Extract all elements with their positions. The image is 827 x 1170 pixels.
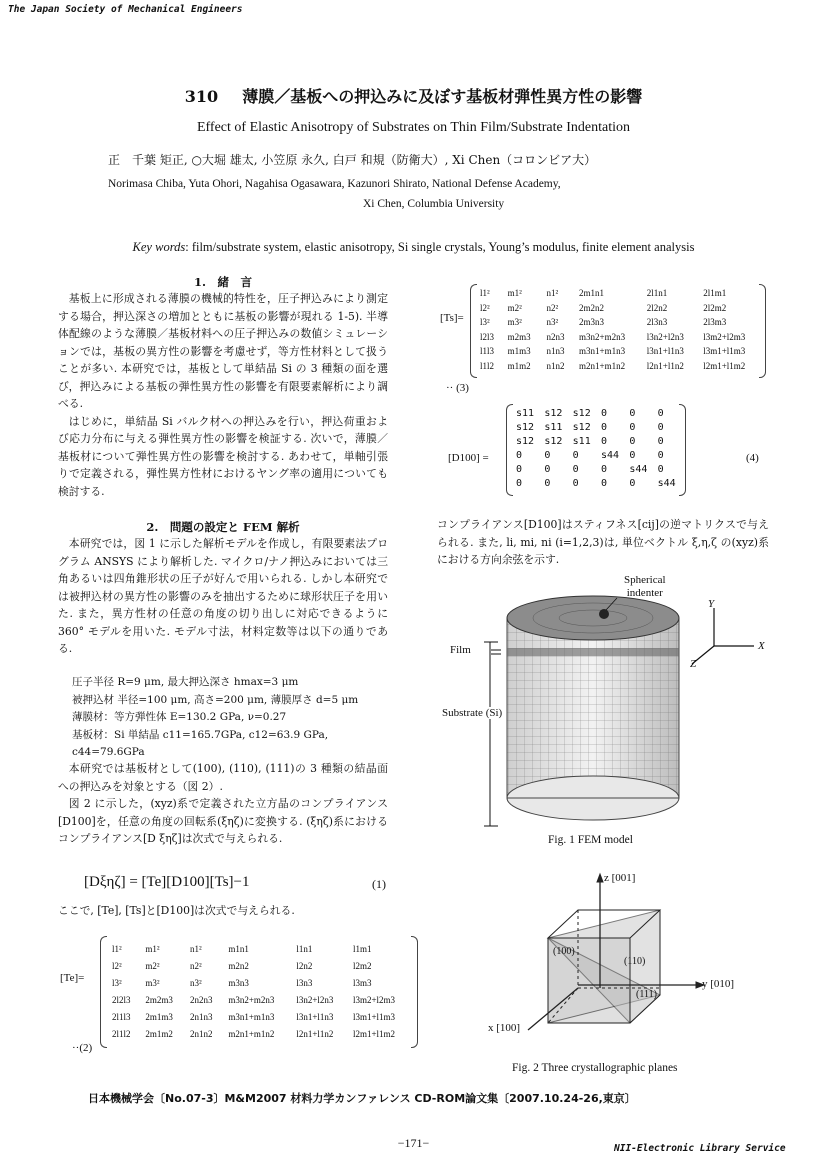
matrix-cell: l1²	[480, 288, 490, 299]
matrix-cell: m3n3	[228, 977, 249, 988]
matrix-cell: l3n2+l2n3	[296, 994, 334, 1005]
matrix-cell: 2m3n3	[579, 317, 605, 328]
matrix-cell: 0	[657, 407, 664, 419]
matrix-cell: 0	[544, 449, 551, 461]
matrix-cell: 2l2l3	[112, 994, 131, 1005]
matrix-cell: 2n1n3	[189, 1011, 213, 1022]
matrix-cell: 0	[600, 477, 608, 489]
film-label: Film	[450, 644, 471, 656]
matrix-cell: l3m2+l2m3	[352, 994, 396, 1005]
authors-en-line2: Xi Chen, Columbia University	[363, 198, 505, 210]
matrix-cell: l3²	[112, 977, 122, 988]
matrix-cell: m1m2	[507, 360, 531, 371]
matrix-cell: 0	[657, 421, 664, 433]
section2-para4: ここで, [Te], [Ts]と[D100]は次式で与えられる.	[58, 904, 295, 917]
matrix-cell: m3n1+m1n3	[579, 346, 626, 357]
paper-number: 310	[184, 87, 219, 106]
matrix-cell: l3m2+l2m3	[703, 331, 746, 342]
spec-line: 被押込材 半径=100 μm, 高さ=200 μm, 薄膜厚さ d=5 μm	[72, 693, 359, 706]
spec-line: 薄膜材：等方弾性体 E=130.2 GPa, ν=0.27	[72, 711, 287, 723]
matrix-cell: m2n1+m1n2	[579, 360, 626, 371]
matrix-row	[108, 957, 412, 974]
matrix-cell: 0	[657, 463, 664, 475]
matrix-cell: 0	[544, 463, 551, 475]
matrix-cell: 0	[629, 477, 636, 489]
matrix-bracket-left	[100, 936, 107, 1048]
plane-100-label: (100)	[553, 946, 575, 957]
matrix-row	[476, 315, 762, 330]
matrix-cell: n1²	[546, 288, 559, 299]
d100-matrix-number: (4)	[746, 452, 759, 464]
matrix-cell: l1n1	[296, 943, 313, 954]
compliance-paragraph	[437, 516, 769, 569]
matrix-cell: 2l3n3	[646, 317, 668, 328]
matrix-cell: m1n1	[228, 943, 249, 954]
matrix-row	[512, 420, 682, 434]
matrix-cell: l2m2	[352, 960, 372, 971]
matrix-cell: 0	[629, 407, 636, 419]
matrix-cell: 2l3m3	[703, 317, 727, 328]
page-number: −171−	[397, 1136, 430, 1150]
te-matrix	[100, 936, 418, 1048]
axis-z-label: Z	[690, 658, 697, 670]
section2-para1: 本研究では，図 1 に示した解析モデルを作成し，有限要素法プログラム ANSYS により解析した. マイクロ/ナノ押込みにおいては三角あるいは四角錐形状の圧子が好んで用いられる. しかし本研究では被押込材の異方性の影響のみを抽出するために球形状圧子を用いた. また，異方性材の任意の角度の切り出しに対応できるように 360° モデルを用いた. モデル寸法，材料定数等は以下の通りである.	[58, 537, 388, 655]
matrix-cell: m3²	[507, 317, 522, 328]
matrix-cell: m2²	[145, 960, 160, 971]
matrix-row	[476, 330, 762, 345]
section2-para3: 図 2 に示した，(xyz)系で定義された立方晶のコンプライアンス[D100]を，任意の角度の回転系(ξηζ)に変換する. (ξηζ)系におけるコンプライアンス[D ξηζ]は次式で与えられる.	[58, 797, 388, 845]
matrix-row	[476, 344, 762, 359]
section1-para1: 基板上に形成される薄膜の機械的特性を，圧子押込みにより測定する場合，押込深さの増加とともに基板の影響が現れる 1-5). 半導体配線のような薄膜／基板材料への圧子押込みの数値シミュレーションでは，基板の異方性の影響を考慮せず，等方性材料として扱うことが多い. 本研究では，基板として単結晶 Si の 3 種類の面を選び，押込みによる基板の弾性異方性の影響を有限要素解析により調べる.	[58, 292, 388, 410]
matrix-cell: 2l1m1	[703, 288, 727, 299]
matrix-cell: l1m1	[352, 943, 372, 954]
matrix-row	[108, 1025, 412, 1042]
society-header: The Japan Society of Mechanical Engineers	[8, 4, 243, 15]
d100-matrix-table	[512, 406, 682, 490]
d100-matrix	[506, 404, 686, 496]
indenter-label-line1: Spherical	[624, 574, 666, 586]
ts-matrix-number: ·· (3)	[446, 382, 469, 394]
matrix-cell: s12	[544, 435, 563, 447]
authors-jp: 正 千葉 矩正, ○大堀 雄太, 小笠原 永久, 白戸 和規（防衛大）, Xi Chen（コロンビア大）	[108, 153, 597, 167]
matrix-cell: s12	[516, 421, 535, 433]
matrix-cell: n1²	[189, 943, 202, 954]
ts-matrix	[470, 284, 766, 378]
fig1-caption: Fig. 1 FEM model	[548, 834, 633, 846]
matrix-row	[108, 991, 412, 1008]
matrix-cell: l3n1+l1n3	[296, 1011, 334, 1022]
section1-body	[58, 290, 388, 500]
matrix-cell: 0	[600, 407, 608, 419]
section2-body-3	[58, 902, 388, 920]
axis-x-label: X	[758, 640, 765, 652]
matrix-cell: m2m3	[507, 331, 531, 342]
matrix-cell: l1l2	[480, 360, 495, 371]
matrix-cell: s11	[572, 435, 591, 447]
matrix-row	[512, 462, 682, 476]
equation-1-number: (1)	[372, 877, 386, 891]
matrix-cell: 0	[516, 477, 523, 489]
paper-title-jp	[0, 84, 827, 107]
matrix-cell: n3²	[546, 317, 559, 328]
matrix-row	[512, 434, 682, 448]
matrix-cell: s11	[544, 421, 563, 433]
indenter-label	[624, 574, 666, 600]
matrix-cell: s12	[572, 421, 591, 433]
matrix-cell: m3²	[145, 977, 160, 988]
matrix-cell: l2m1+l1m2	[703, 360, 746, 371]
matrix-cell: 0	[516, 463, 523, 475]
matrix-cell: 0	[544, 477, 551, 489]
matrix-cell: m1m3	[507, 346, 531, 357]
matrix-cell: 2m1m2	[145, 1028, 173, 1039]
matrix-cell: 2l2m2	[703, 302, 727, 313]
matrix-cell: l1l3	[480, 346, 495, 357]
matrix-cell: l2m1+l1m2	[352, 1028, 396, 1039]
matrix-cell: 2m2n2	[579, 302, 605, 313]
spherical-indenter-icon	[599, 609, 609, 619]
matrix-cell: l3²	[480, 317, 490, 328]
matrix-cell: l2l3	[480, 331, 495, 342]
section1-para2: はじめに，単結晶 Si バルク材への押込みを行い，押込荷重および応力分布に与える弾性異方性の影響を検証する. 次いで，薄膜／基板材について弾性異方性の影響を検討する. あわせて，単軸引張りで定義される，弾性異方性材におけるヤング率の適用についても検討する.	[58, 414, 388, 498]
matrix-cell: 2l1l3	[112, 1011, 131, 1022]
compliance-text: コンプライアンス[D100]はスティフネス[cij]の逆マトリクスで与えられる. また, li, mi, ni (i=1,2,3)は, 単位ベクトル ξ,η,ζ の(xyz)系における方向余弦を示す.	[437, 518, 769, 566]
matrix-cell: 2m1n1	[579, 288, 605, 299]
fig1-fem-model	[436, 568, 776, 828]
fig2-caption: Fig. 2 Three crystallographic planes	[512, 1062, 678, 1074]
section1-heading: 1. 緒 言	[193, 275, 252, 289]
substrate-label: Substrate (Si)	[442, 707, 503, 719]
matrix-cell: m3n1+m1n3	[228, 1011, 275, 1022]
matrix-cell: s44	[629, 463, 648, 475]
matrix-cell: 0	[657, 435, 664, 447]
matrix-bracket-right	[411, 936, 418, 1048]
matrix-cell: s44	[657, 477, 676, 489]
matrix-cell: 2n1n2	[189, 1028, 213, 1039]
matrix-cell: n2²	[189, 960, 202, 971]
matrix-cell: n1n3	[546, 346, 565, 357]
matrix-cell: 2n2n3	[189, 994, 213, 1005]
matrix-cell: 0	[572, 477, 579, 489]
conference-footer: 日本機械学会〔No.07-3〕M&M2007 材料力学カンファレンス CD-ROM論文集〔2007.10.24-26,東京〕	[88, 1092, 636, 1105]
te-matrix-label: [Te]=	[60, 972, 85, 984]
title-text-jp: 薄膜／基板への押込みに及ぼす基板材弾性異方性の影響	[242, 87, 643, 106]
matrix-cell: 0	[657, 449, 664, 461]
equation-1: [Dξηζ] = [Te][D100][Ts]−1	[84, 874, 250, 890]
matrix-row	[512, 448, 682, 462]
matrix-cell: l2²	[112, 960, 122, 971]
matrix-cell: n3²	[189, 977, 202, 988]
matrix-row	[512, 406, 682, 420]
axes-icon	[692, 608, 754, 664]
matrix-cell: l3m1+l1m3	[352, 1011, 396, 1022]
matrix-cell: 0	[600, 435, 608, 447]
library-footer: NII-Electronic Library Service	[614, 1143, 786, 1154]
matrix-cell: 0	[629, 449, 636, 461]
matrix-cell: 0	[572, 463, 579, 475]
matrix-cell: m3n2+m2n3	[579, 331, 626, 342]
y-axis-label: y [010]	[702, 978, 735, 990]
matrix-row	[108, 974, 412, 991]
matrix-cell: m1²	[145, 943, 160, 954]
matrix-cell: m2²	[507, 302, 522, 313]
matrix-row	[108, 1008, 412, 1025]
keywords-text: : film/substrate system, elastic anisotropy, Si single crystals, Young’s modulus, finite element analysis	[185, 240, 695, 254]
matrix-cell: 0	[572, 449, 579, 461]
matrix-cell: n1n2	[546, 360, 565, 371]
indenter-label-line2: indenter	[626, 587, 663, 599]
matrix-cell: s12	[516, 435, 535, 447]
matrix-cell: 0	[516, 449, 523, 461]
matrix-cell: m1²	[507, 288, 522, 299]
matrix-cell: 2l1l2	[112, 1028, 131, 1039]
matrix-cell: l3n1+l1n3	[646, 346, 684, 357]
matrix-row	[512, 476, 682, 490]
matrix-cell: l3m3	[352, 977, 372, 988]
matrix-cell: 2m1m3	[145, 1011, 173, 1022]
matrix-row	[476, 301, 762, 316]
matrix-cell: 2l2n2	[646, 302, 668, 313]
keywords	[0, 240, 827, 255]
cylinder-mesh	[507, 596, 679, 820]
x-axis-label: x [100]	[488, 1022, 521, 1034]
matrix-cell: l2n1+l1n2	[646, 360, 684, 371]
fig2-crystal-planes	[480, 868, 760, 1048]
matrix-cell: l3n3	[296, 977, 313, 988]
section2-heading: 2. 問題の設定と FEM 解析	[146, 520, 300, 534]
keywords-label: Key words	[132, 240, 186, 254]
matrix-cell: l2n1+l1n2	[296, 1028, 334, 1039]
d100-matrix-label: [D100] =	[448, 452, 489, 464]
matrix-cell: s12	[572, 407, 591, 419]
matrix-cell: n2n3	[546, 331, 565, 342]
z-axis-label: z [001]	[604, 872, 636, 884]
spec-line: 圧子半径 R=9 μm, 最大押込深さ hmax=3 μm	[72, 676, 299, 688]
plane-110-label: (110)	[624, 956, 646, 967]
section2-body	[58, 535, 388, 658]
section2-para2: 本研究では基板材として(100), (110), (111)の 3 種類の結晶面への押込みを対象とする（図 2）.	[58, 762, 388, 793]
matrix-cell: l1²	[112, 943, 122, 954]
ts-matrix-label: [Ts]=	[440, 312, 464, 324]
spec-line: 基板材：Si 単結晶 c11=165.7GPa, c12=63.9 GPa, c44=79.6GPa	[72, 728, 329, 758]
matrix-cell: m3n2+m2n3	[228, 994, 275, 1005]
matrix-cell: l2²	[480, 302, 490, 313]
section2-body-2	[58, 760, 388, 848]
te-matrix-table	[108, 940, 412, 1042]
matrix-cell: 0	[629, 421, 636, 433]
matrix-cell: 0	[629, 435, 636, 447]
matrix-cell: 0	[600, 463, 608, 475]
ts-matrix-table	[476, 286, 762, 373]
matrix-cell: s12	[544, 407, 563, 419]
matrix-cell: 0	[600, 421, 608, 433]
matrix-cell: m2n2	[228, 960, 249, 971]
matrix-cell: 2l1n1	[646, 288, 668, 299]
matrix-cell: m2n1+m1n2	[228, 1028, 275, 1039]
matrix-cell: s11	[516, 407, 535, 419]
matrix-cell: n2²	[546, 302, 559, 313]
matrix-cell: l3m1+l1m3	[703, 346, 746, 357]
matrix-cell: 2m2m3	[145, 994, 173, 1005]
authors-en-line1: Norimasa Chiba, Yuta Ohori, Nagahisa Ogasawara, Kazunori Shirato, National Defense Academy,	[108, 178, 561, 190]
matrix-cell: l2n2	[296, 960, 313, 971]
axis-y-label: Y	[708, 598, 715, 610]
paper-title-en: Effect of Elastic Anisotropy of Substrates on Thin Film/Substrate Indentation	[196, 120, 631, 135]
spec-list	[72, 674, 392, 762]
matrix-cell: s44	[600, 449, 620, 461]
matrix-cell: l3n2+l2n3	[646, 331, 684, 342]
matrix-row	[108, 940, 412, 957]
matrix-row	[476, 286, 762, 301]
matrix-row	[476, 359, 762, 374]
plane-111-label: (111)	[636, 989, 657, 1000]
te-matrix-number: ··(2)	[72, 1042, 93, 1054]
